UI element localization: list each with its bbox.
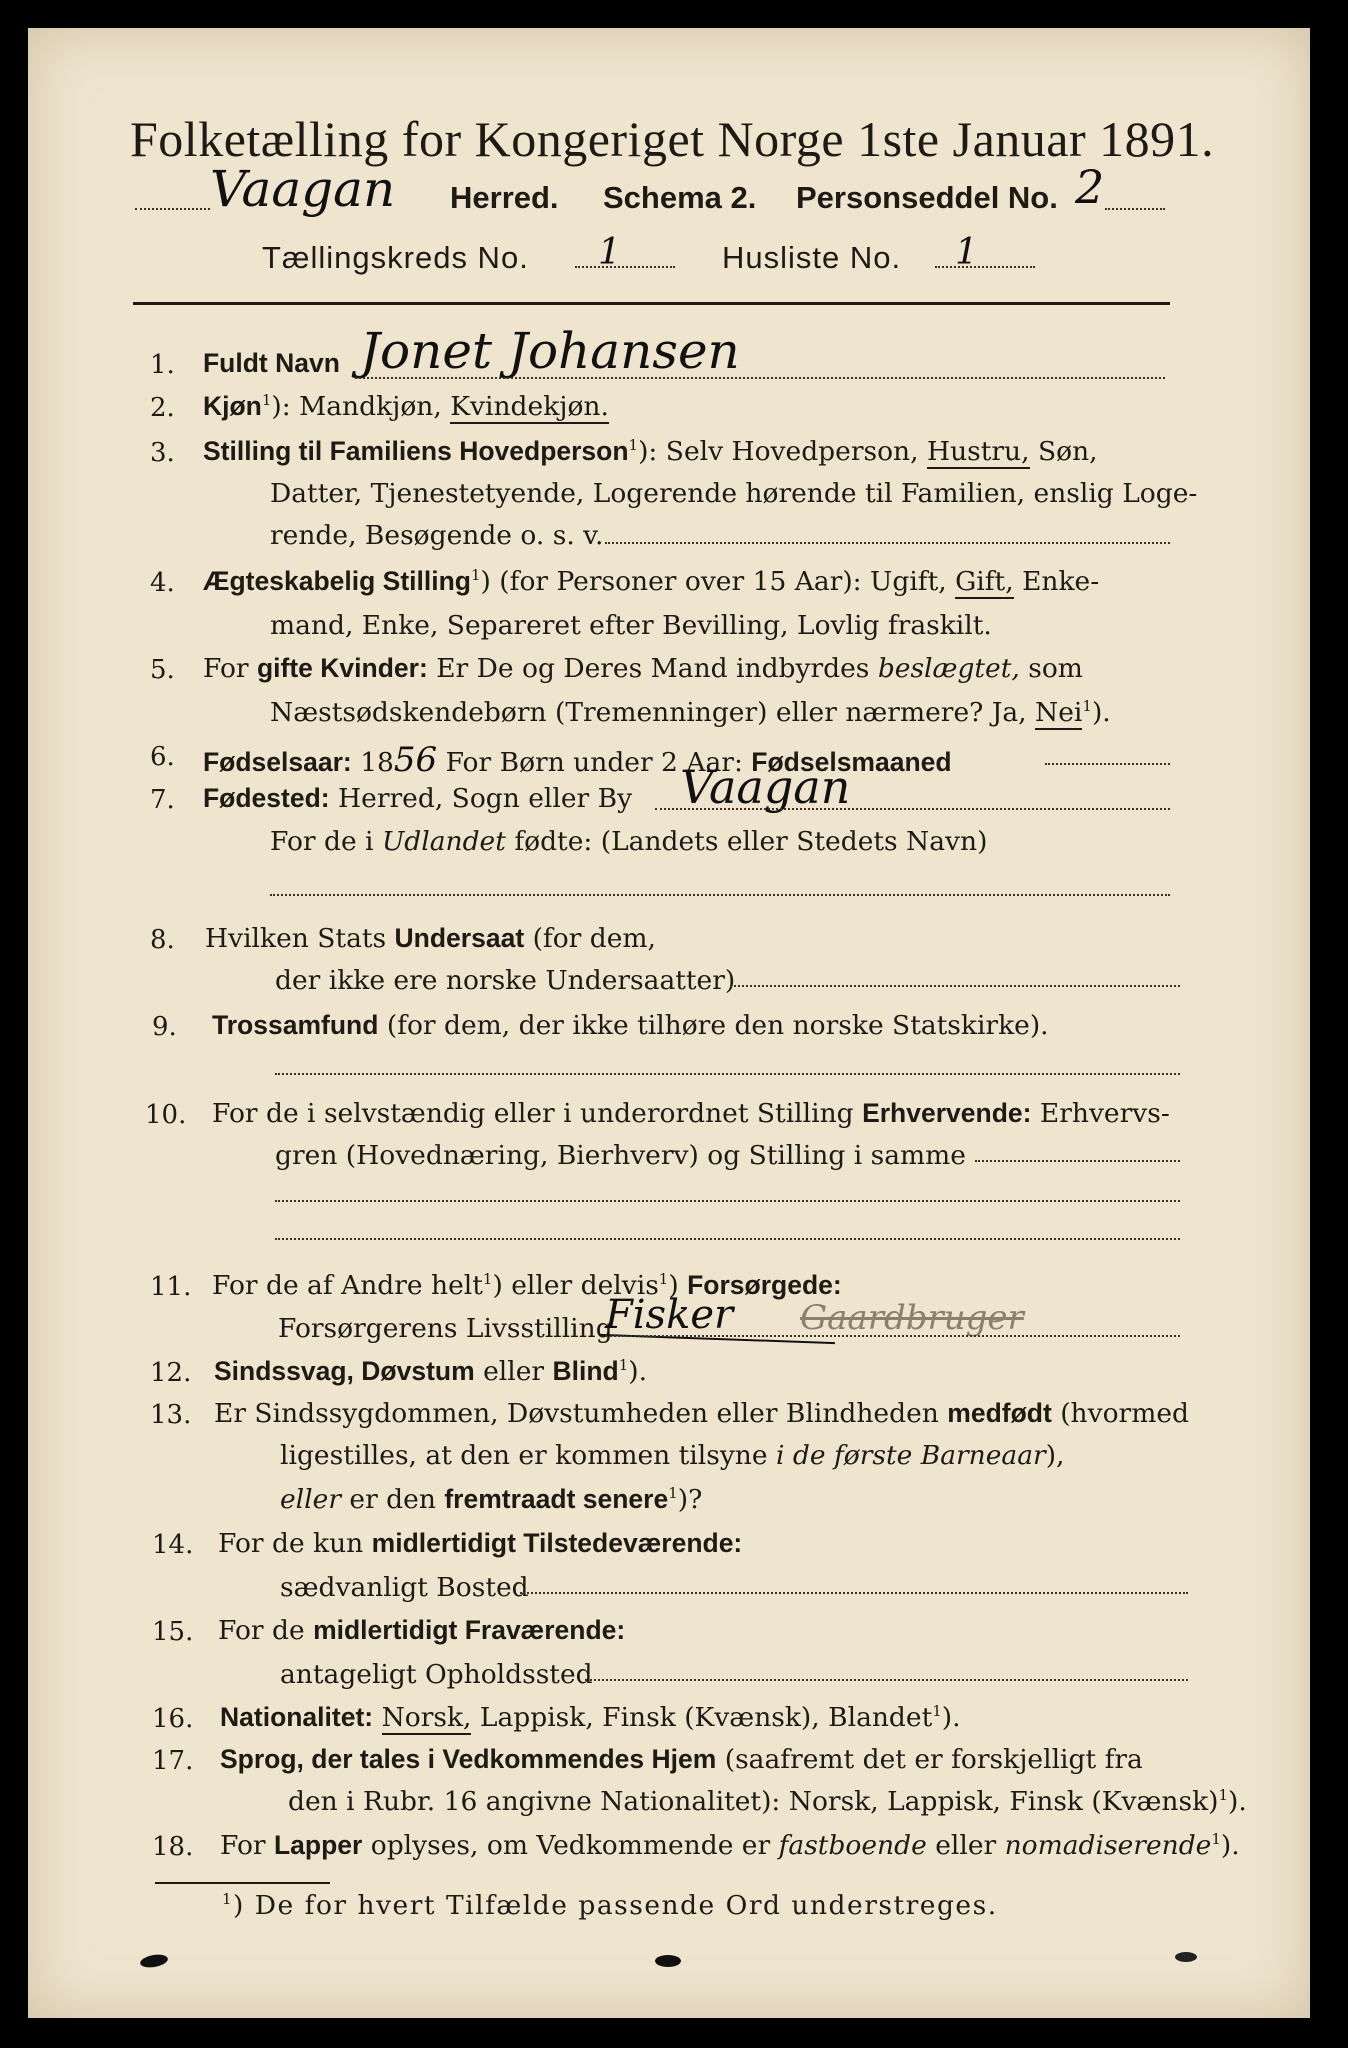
dotted-line [1105, 208, 1165, 210]
dotted-line [355, 377, 1165, 379]
dotted-line [575, 266, 675, 268]
item-number: 15. [152, 1617, 194, 1647]
dotted-line [655, 808, 1170, 810]
item-number: 13. [150, 1400, 192, 1430]
item-number: 7. [150, 785, 175, 815]
provider-occupation-crossed-out: Gaardbruger [800, 1298, 1024, 1338]
schema-label: Schema 2. [603, 180, 757, 215]
dotted-line [730, 985, 1180, 987]
item-number: 10. [145, 1100, 187, 1130]
item-14-line-1: For de kun midlertidigt Tilstedeværende: [218, 1528, 743, 1559]
item-3-line-2: Datter, Tjenestetyende, Logerende hørende til Familien, enslig Loge- [270, 478, 1198, 509]
item-3-line-1: Stilling til Familiens Hovedperson$^1$): Selv Hovedperson, Hustru, Søn, [203, 436, 1098, 467]
item-17-line-1: Sprog, der tales i Vedkommendes Hjem (saafremt det er forskjelligt fra [220, 1744, 1143, 1775]
dotted-line [275, 1200, 1180, 1202]
dotted-line [975, 1160, 1180, 1162]
item-number: 8. [150, 925, 175, 955]
item-number: 6. [150, 742, 175, 772]
footnote-rule [155, 1882, 330, 1884]
item-3-line-3: rende, Besøgende o. s. v. [270, 520, 604, 551]
item-14-line-2: sædvanligt Bosted [280, 1572, 529, 1603]
husliste-number: 1 [955, 232, 978, 273]
item-number: 16. [152, 1704, 194, 1734]
dotted-line [585, 1679, 1188, 1681]
item-11-line-1: For de af Andre helt$^1$) eller delvis$^1$) Forsørgede: [212, 1270, 842, 1301]
item-15-line-1: For de midlertidigt Fraværende: [218, 1615, 626, 1646]
item-13-line-1: Er Sindssygdommen, Døvstumheden eller Blindheden medfødt (hvormed [214, 1398, 1189, 1429]
item-9-line: Trossamfund (for dem, der ikke tilhøre den norske Statskirke). [212, 1010, 1049, 1041]
header-rule [133, 302, 1170, 305]
ink-mark [1175, 1952, 1197, 1962]
dotted-line [135, 208, 210, 210]
kreds-number: 1 [598, 232, 621, 273]
form-title: Folketælling for Kongeriget Norge 1ste Januar 1891. [130, 111, 1215, 167]
personseddel-number: 2 [1075, 160, 1105, 214]
item-number: 9. [152, 1012, 177, 1042]
personseddel-label: Personseddel No. [796, 180, 1058, 215]
kreds-label: Tællingskreds No. [262, 240, 529, 275]
dotted-line [605, 542, 1170, 544]
item-13-line-3: eller er den fremtraadt senere$^1$)? [280, 1484, 703, 1515]
item-8-line-1: Hvilken Stats Undersaat (for dem, [205, 923, 656, 954]
item-10-line-2: gren (Hovednæring, Bierhverv) og Stilling i samme [275, 1140, 966, 1171]
item-7-line-2: For de i Udlandet fødte: (Landets eller Stedets Navn) [270, 826, 988, 857]
item-number: 5. [150, 655, 175, 685]
item-number: 4. [150, 568, 175, 598]
item-4-line-2: mand, Enke, Separeret efter Bevilling, Lovlig fraskilt. [270, 610, 992, 641]
dotted-line [520, 1592, 1188, 1594]
item-6-line: Fødselsaar: 1856 For Børn under 2 Aar: Fødselsmaaned [203, 740, 952, 780]
birth-year-handwritten: 56 [393, 740, 438, 780]
item-8-line-2: der ikke ere norske Undersaatter) [275, 965, 736, 996]
item-5-line-1: For gifte Kvinder: Er De og Deres Mand indbyrdes beslægtet, som [203, 653, 1083, 684]
item-1-label: Fuldt Navn [203, 348, 340, 378]
item-number: 1. [150, 350, 175, 380]
herred-label: Herred. [450, 180, 559, 215]
dotted-line [935, 266, 1035, 268]
item-18-line: For Lapper oplyses, om Vedkommende er fastboende eller nomadiserende$^1$). [220, 1830, 1240, 1861]
birthplace-handwritten: Vaagan [680, 760, 851, 814]
item-12-line: Sindssvag, Døvstum eller Blind$^1$). [214, 1356, 648, 1387]
dotted-line [1045, 763, 1170, 765]
item-4-line-1: Ægteskabelig Stilling$^1$) (for Personer over 15 Aar): Ugift, Gift, Enke- [203, 566, 1100, 597]
husliste-label: Husliste No. [722, 240, 902, 275]
herred-handwritten: Vaagan [210, 160, 396, 218]
item-16-line: Nationalitet: Norsk, Lappisk, Finsk (Kvænsk), Blandet$^1$). [220, 1702, 961, 1733]
item-11-line-2: Forsørgerens Livsstilling [278, 1313, 613, 1344]
dotted-line [605, 1335, 1180, 1337]
item-number: 12. [150, 1358, 192, 1388]
dotted-line [275, 1073, 1180, 1075]
ink-mark [655, 1955, 681, 1967]
item-10-line-1: For de i selvstændig eller i underordnet Stilling Erhvervende: Erhvervs- [212, 1098, 1170, 1129]
footnote: $^1$) De for hvert Tilfælde passende Ord understreges. [222, 1890, 998, 1921]
provider-occupation-handwritten: Fisker [605, 1292, 734, 1338]
item-7-line-1: Fødested: Herred, Sogn eller By [203, 783, 633, 814]
full-name-handwritten: Jonet Johansen [360, 322, 740, 380]
item-number: 18. [152, 1832, 194, 1862]
item-2-line: Kjøn$^1$): Mandkjøn, Kvindekjøn. [203, 391, 609, 422]
item-number: 17. [152, 1746, 194, 1776]
item-number: 14. [152, 1530, 194, 1560]
item-number: 3. [150, 438, 175, 468]
item-number: 11. [150, 1272, 192, 1302]
item-17-line-2: den i Rubr. 16 angivne Nationalitet): Norsk, Lappisk, Finsk (Kvænsk)$^1$). [288, 1786, 1247, 1817]
item-5-line-2: Næstsødskendebørn (Tremenninger) eller nærmere? Ja, Nei$^1$). [270, 697, 1111, 728]
item-13-line-2: ligestilles, at den er kommen tilsyne i de første Barneaar), [280, 1440, 1065, 1471]
item-number: 2. [150, 393, 175, 423]
dotted-line [275, 1238, 1180, 1240]
item-15-line-2: antageligt Opholdssted [280, 1659, 593, 1690]
dotted-line [270, 894, 1170, 896]
